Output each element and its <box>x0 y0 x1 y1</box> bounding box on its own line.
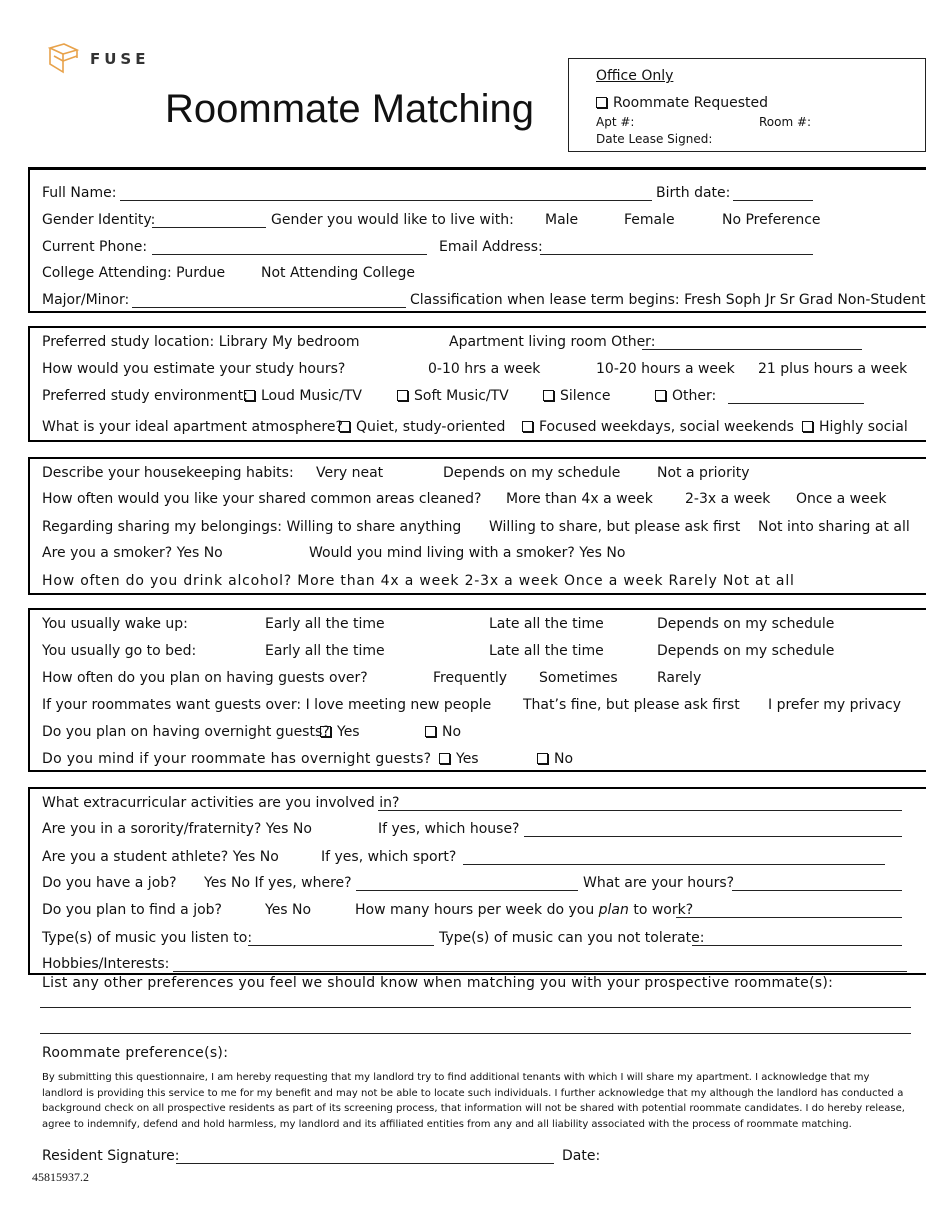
option-no-sharing[interactable]: Not into sharing at all <box>758 519 910 535</box>
option-not-priority[interactable]: Not a priority <box>657 465 750 481</box>
atm-quiet-checkbox[interactable]: Quiet, study-oriented <box>339 419 505 435</box>
env-loud-checkbox[interactable]: Loud Music/TV <box>244 388 362 404</box>
sport-field[interactable] <box>463 864 885 865</box>
house-label: If yes, which house? <box>378 821 520 837</box>
birth-date-field[interactable] <box>733 200 813 201</box>
brand-name: FUSE <box>90 50 150 68</box>
signature-label: Resident Signature: <box>42 1148 180 1164</box>
music-not-field[interactable] <box>692 945 902 946</box>
checkbox-icon <box>244 390 255 401</box>
other-preferences-label: List any other preferences you feel we should know when matching you with your prospective roommate(s): <box>42 975 834 991</box>
roommate-guests-options[interactable]: If your roommates want guests over: I love meeting new people <box>42 697 492 713</box>
checkbox-icon <box>339 421 350 432</box>
sport-label: If yes, which sport? <box>321 849 457 865</box>
option-bed-late[interactable]: Late all the time <box>489 643 604 659</box>
phone-label: Current Phone: <box>42 239 148 255</box>
major-label: Major/Minor: <box>42 292 130 308</box>
plan-hours-label: How many hours per week do you plan to work? <box>355 902 694 918</box>
hours-field[interactable] <box>732 890 902 891</box>
roommate-requested-checkbox[interactable]: Roommate Requested <box>596 95 768 111</box>
option-wake-early[interactable]: Early all the time <box>265 616 385 632</box>
atmosphere-label: What is your ideal apartment atmosphere? <box>42 419 343 435</box>
plan-hours-field[interactable] <box>676 917 902 918</box>
option-female[interactable]: Female <box>624 212 675 228</box>
other-preferences-line-1[interactable] <box>40 1007 911 1008</box>
hours-label: What are your hours? <box>583 875 735 891</box>
study-env-label: Preferred study environment: <box>42 388 248 404</box>
signature-field[interactable] <box>176 1163 554 1164</box>
option-clean-4x[interactable]: More than 4x a week <box>506 491 653 507</box>
option-very-neat[interactable]: Very neat <box>316 465 384 481</box>
overnight-label: Do you plan on having overnight guests? <box>42 724 330 740</box>
activities-section <box>28 787 926 975</box>
sharing-options[interactable]: Regarding sharing my belongings: Willing to share anything <box>42 519 462 535</box>
checkbox-icon <box>596 97 607 108</box>
alcohol-options[interactable]: How often do you drink alcohol? More than 4x a week 2-3x a week Once a week Rarely Not at all <box>42 573 795 589</box>
music-field[interactable] <box>248 945 434 946</box>
major-field[interactable] <box>132 307 406 308</box>
mind-overnight-label: Do you mind if your roommate has overnight guests? <box>42 751 432 767</box>
atm-focused-checkbox[interactable]: Focused weekdays, social weekends <box>522 419 794 435</box>
full-name-field[interactable] <box>120 200 652 201</box>
env-other-field[interactable] <box>728 403 864 404</box>
option-depends-schedule[interactable]: Depends on my schedule <box>443 465 621 481</box>
music-label: Type(s) of music you listen to: <box>42 930 253 946</box>
checkbox-icon <box>320 726 331 737</box>
env-other-checkbox[interactable]: Other: <box>655 388 716 404</box>
option-clean-once[interactable]: Once a week <box>796 491 887 507</box>
fuse-logo-icon <box>48 42 80 80</box>
habits-label: Describe your housekeeping habits: <box>42 465 294 481</box>
study-section <box>28 326 926 442</box>
room-label: Room #: <box>759 115 812 129</box>
option-21-plus-hrs[interactable]: 21 plus hours a week <box>758 361 908 377</box>
option-bed-early[interactable]: Early all the time <box>265 643 385 659</box>
personal-section <box>28 167 926 313</box>
option-no-preference[interactable]: No Preference <box>722 212 821 228</box>
option-wake-depends[interactable]: Depends on my schedule <box>657 616 835 632</box>
checkbox-icon <box>439 753 450 764</box>
apt-label: Apt #: <box>596 115 635 129</box>
hobbies-field[interactable] <box>173 971 907 972</box>
phone-field[interactable] <box>152 254 427 255</box>
option-clean-2-3x[interactable]: 2-3x a week <box>685 491 771 507</box>
mind-yes-checkbox[interactable]: Yes <box>439 751 479 767</box>
email-field[interactable] <box>540 254 813 255</box>
gender-identity-label: Gender Identity: <box>42 212 156 228</box>
bed-label: You usually go to bed: <box>42 643 197 659</box>
study-location-options[interactable]: Apartment living room Other: <box>449 334 656 350</box>
house-field[interactable] <box>524 836 902 837</box>
office-only-heading: Office Only <box>596 68 674 84</box>
study-hours-label: How would you estimate your study hours? <box>42 361 346 377</box>
email-label: Email Address: <box>439 239 543 255</box>
option-not-attending[interactable]: Not Attending College <box>261 265 415 281</box>
music-not-label: Type(s) of music can you not tolerate: <box>439 930 705 946</box>
full-name-label: Full Name: <box>42 185 117 201</box>
extracurricular-field[interactable] <box>378 810 902 811</box>
checkbox-icon <box>522 421 533 432</box>
date-lease-label: Date Lease Signed: <box>596 132 713 146</box>
study-location-other-field[interactable] <box>642 349 862 350</box>
env-silence-checkbox[interactable]: Silence <box>543 388 610 404</box>
document-number: 45815937.2 <box>32 1170 89 1184</box>
option-share-ask[interactable]: Willing to share, but please ask first <box>489 519 741 535</box>
checkbox-icon <box>425 726 436 737</box>
checkbox-icon <box>397 390 408 401</box>
cleaning-label: How often would you like your shared common areas cleaned? <box>42 491 482 507</box>
option-rg-privacy[interactable]: I prefer my privacy <box>768 697 902 713</box>
signature-date-label: Date: <box>562 1148 601 1164</box>
study-location-label: Preferred study location: Library My bedroom <box>42 334 360 350</box>
gender-identity-field[interactable] <box>152 227 266 228</box>
roommate-preference-label: Roommate preference(s): <box>42 1045 229 1061</box>
athlete-options[interactable]: Are you a student athlete? Yes No <box>42 849 279 865</box>
option-guests-rarely[interactable]: Rarely <box>657 670 702 686</box>
job-label: Do you have a job? <box>42 875 177 891</box>
checkbox-icon <box>543 390 554 401</box>
env-soft-checkbox[interactable]: Soft Music/TV <box>397 388 509 404</box>
gender-live-with-label: Gender you would like to live with: <box>271 212 514 228</box>
job-where-field[interactable] <box>356 890 578 891</box>
option-10-20-hrs[interactable]: 10-20 hours a week <box>596 361 735 377</box>
option-wake-late[interactable]: Late all the time <box>489 616 604 632</box>
smoker-mind-options[interactable]: Would you mind living with a smoker? Yes No <box>309 545 626 561</box>
option-0-10-hrs[interactable]: 0-10 hrs a week <box>428 361 541 377</box>
job-options[interactable]: Yes No If yes, where? <box>204 875 352 891</box>
smoker-options[interactable]: Are you a smoker? Yes No <box>42 545 223 561</box>
classification-options[interactable]: Classification when lease term begins: Fresh Soph Jr Sr Grad Non-Student <box>410 292 926 308</box>
schedule-section <box>28 608 926 772</box>
college-label: College Attending: Purdue <box>42 265 226 281</box>
checkbox-icon <box>537 753 548 764</box>
atm-social-checkbox[interactable]: Highly social <box>802 419 908 435</box>
option-bed-depends[interactable]: Depends on my schedule <box>657 643 835 659</box>
wake-label: You usually wake up: <box>42 616 188 632</box>
page-title: Roommate Matching <box>165 87 535 131</box>
find-job-label: Do you plan to find a job? <box>42 902 222 918</box>
option-guests-sometimes[interactable]: Sometimes <box>539 670 618 686</box>
find-job-options[interactable]: Yes No <box>265 902 312 918</box>
mind-no-checkbox[interactable]: No <box>537 751 573 767</box>
option-guests-frequently[interactable]: Frequently <box>433 670 508 686</box>
checkbox-icon <box>655 390 666 401</box>
overnight-yes-checkbox[interactable]: Yes <box>320 724 360 740</box>
guests-label: How often do you plan on having guests over? <box>42 670 368 686</box>
greek-options[interactable]: Are you in a sorority/fraternity? Yes No <box>42 821 312 837</box>
overnight-no-checkbox[interactable]: No <box>425 724 461 740</box>
office-only-box <box>568 58 926 152</box>
housekeeping-section <box>28 457 926 595</box>
legal-disclaimer: By submitting this questionnaire, I am hereby requesting that my landlord try to find additional tenants with which I will share my apartment. I acknowledge that my landlord is providing this service to me for my benefit and may not be able to locate such individuals. I further acknowledge that my although the landlord has conducted a background check on all prospective residents as part of its screening process, that information will not be shared with potential roommate candidates. I do hereby release, agree to indemnify, defend and hold harmless, my landlord and its affiliated entities from any and all liability associated with the process of roommate matching. <box>42 1072 905 1130</box>
birth-date-label: Birth date: <box>656 185 731 201</box>
hobbies-label: Hobbies/Interests: <box>42 956 170 972</box>
extracurricular-label: What extracurricular activities are you involved in? <box>42 795 400 811</box>
other-preferences-line-2[interactable] <box>40 1033 911 1034</box>
checkbox-icon <box>802 421 813 432</box>
option-rg-ask[interactable]: That’s fine, but please ask first <box>523 697 740 713</box>
option-male[interactable]: Male <box>545 212 579 228</box>
